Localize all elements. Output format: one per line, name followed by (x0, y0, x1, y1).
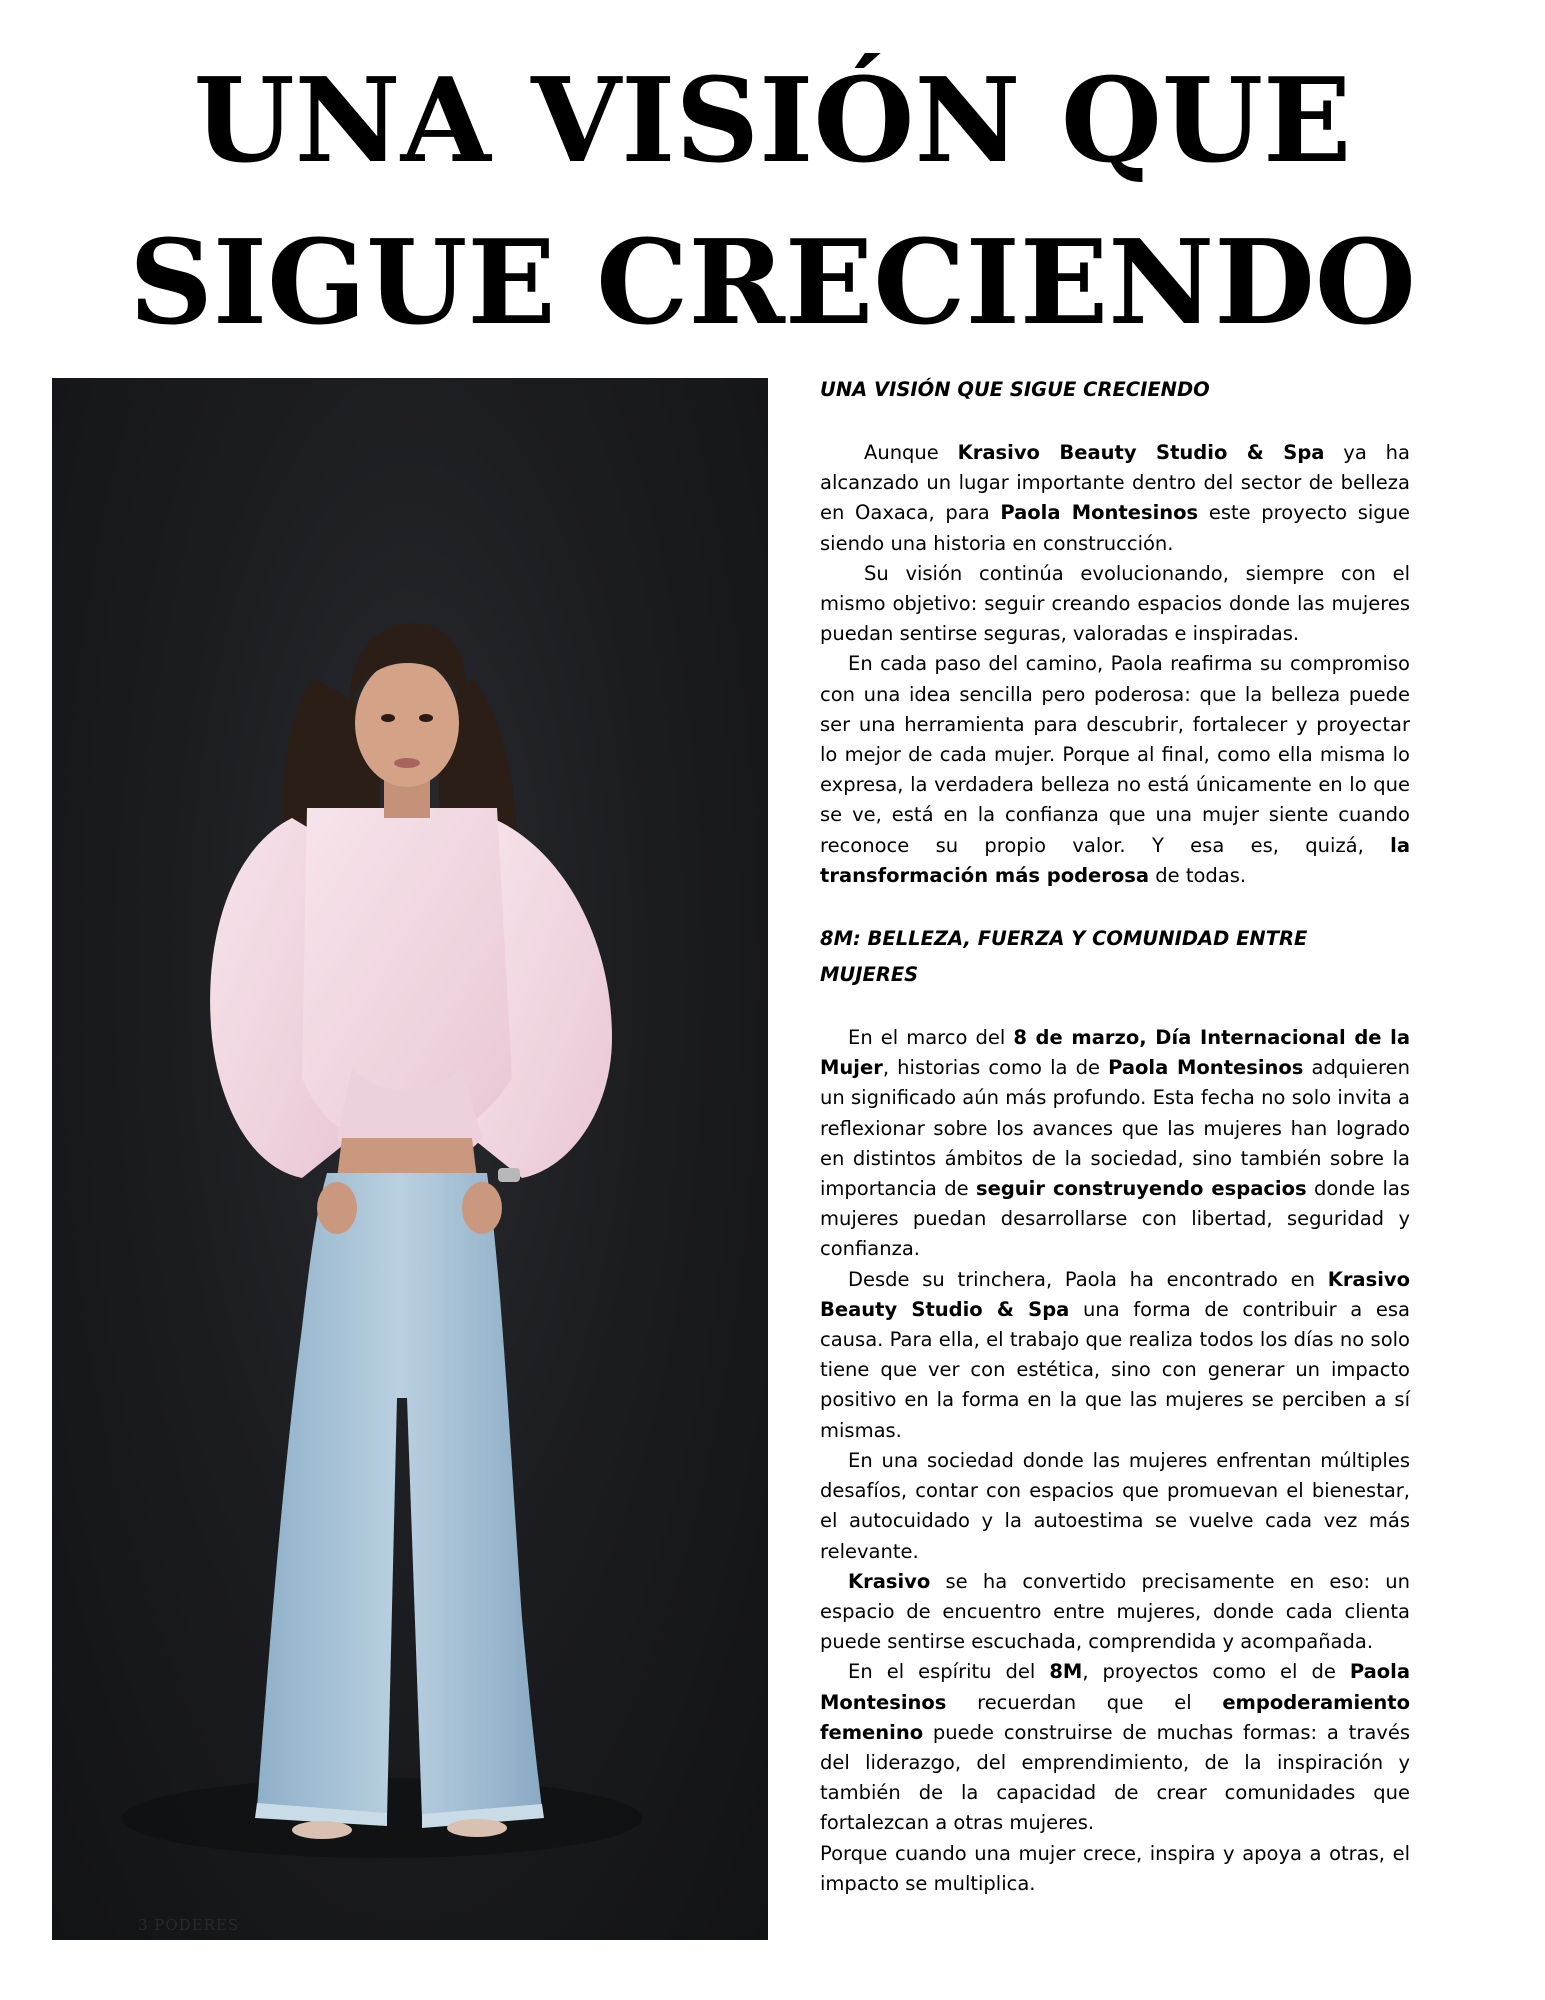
photo-watermark: 3 PODERES (138, 1916, 240, 1934)
bold-run: 8M (1049, 1660, 1083, 1684)
right-shoe (447, 1819, 507, 1837)
bold-run: 8 de marzo, Día Internacional de la Mujer (820, 1026, 1410, 1080)
bold-run: Paola Montesinos (1000, 501, 1199, 525)
text-run: ya ha alcanzado un lugar importante dentro del sector de belleza en Oaxaca, para (820, 441, 1410, 525)
text-run: En cada paso del camino, Paola reafirma su compromiso con una idea sencilla pero poderosa: que la belleza puede ser una herramienta para descubrir, fortalecer y proyectar lo mejor de cada mujer. Porque al final, como ella misma lo expresa, la verdadera belleza no está únicamente en lo que se ve, está en la confianza que una mujer siente cuando reconoce su propio valor. Y esa es, quizá, (820, 652, 1410, 857)
text-run: En el espíritu del (848, 1660, 1050, 1684)
portrait-photo (52, 378, 768, 1940)
page-title (0, 40, 1545, 364)
section-heading-vision: UNA VISIÓN QUE SIGUE CRECIENDO (820, 378, 1210, 401)
portrait-illustration (52, 378, 768, 1940)
article-column (820, 372, 1410, 1899)
text-run: adquieren un significado aún más profundo. Esta fecha no solo invita a reflexionar sobre los avances que las mujeres han logrado en distintos ámbitos de la sociedad, sino también sobre la importancia de (820, 1056, 1410, 1201)
article-paragraph (820, 1567, 1410, 1658)
text-run: , proyectos como el de (1082, 1660, 1350, 1684)
text-run: Aunque (864, 441, 958, 464)
text-run: de todas. (1149, 863, 1247, 887)
bold-run: la transformación más poderosa (820, 833, 1410, 887)
title-line-2: SIGUE CRECIENDO (129, 215, 1416, 351)
article-paragraph (820, 1657, 1410, 1838)
bold-run: Krasivo Beauty Studio & Spa (820, 1267, 1410, 1321)
text-run: Desde su trinchera, Paola ha encontrado en (848, 1267, 1328, 1291)
article-paragraph (820, 649, 1410, 891)
text-run: este proyecto sigue siendo una historia en construcción. (820, 501, 1410, 555)
bold-run: Krasivo Beauty Studio & Spa (957, 441, 1325, 464)
text-run: , historias como la de (882, 1056, 1109, 1080)
bold-run: seguir construyendo espacios (975, 1177, 1307, 1201)
text-run: donde las mujeres puedan desarrollarse con libertad, seguridad y confianza. (820, 1177, 1411, 1261)
text-run: se ha convertido precisamente en eso: un espacio de encuentro entre mujeres, donde cada clienta puede sentirse escuchada, comprendida y acompañada. (820, 1569, 1410, 1654)
text-run: En el marco del (848, 1026, 1014, 1050)
bold-run: Paola Montesinos (820, 1660, 1410, 1714)
article-paragraph (820, 1023, 1410, 1265)
article-paragraph (820, 438, 1410, 559)
bold-run: empoderamiento femenino (820, 1690, 1410, 1744)
left-shoe (292, 1821, 352, 1839)
text-run: recuerdan que el (946, 1690, 1223, 1714)
section-heading-8m: 8M: BELLEZA, FUERZA Y COMUNIDAD ENTRE MUJERES (820, 927, 1308, 987)
jeans (257, 1173, 542, 1818)
article-paragraph (820, 1265, 1410, 1446)
article-paragraph: En una sociedad donde las mujeres enfrentan múltiples desafíos, contar con espacios que promuevan el bienestar, el autocuidado y la autoestima se vuelve cada vez más relevante. (820, 1448, 1410, 1563)
article-paragraph: Su visión continúa evolucionando, siempre con el mismo objetivo: seguir creando espacios donde las mujeres puedan sentirse seguras, valoradas e inspiradas. (820, 561, 1410, 646)
text-run: una forma de contribuir a esa causa. Para ella, el trabajo que realiza todos los días no solo tiene que ver con estética, sino con generar un impacto positivo en la forma en la que las mujeres se perciben a sí mismas. (820, 1297, 1411, 1442)
bold-run: Krasivo (848, 1569, 931, 1593)
text-run: puede construirse de muchas formas: a través del liderazgo, del emprendimiento, de la inspiración y también de la capacidad de crear comunidades que fortalezcan a otras mujeres. (820, 1720, 1410, 1835)
article-paragraph: Porque cuando una mujer crece, inspira y apoya a otras, el impacto se multiplica. (820, 1841, 1410, 1895)
title-line-1: UNA VISIÓN QUE (193, 53, 1352, 189)
bold-run: Paola Montesinos (1108, 1056, 1304, 1080)
